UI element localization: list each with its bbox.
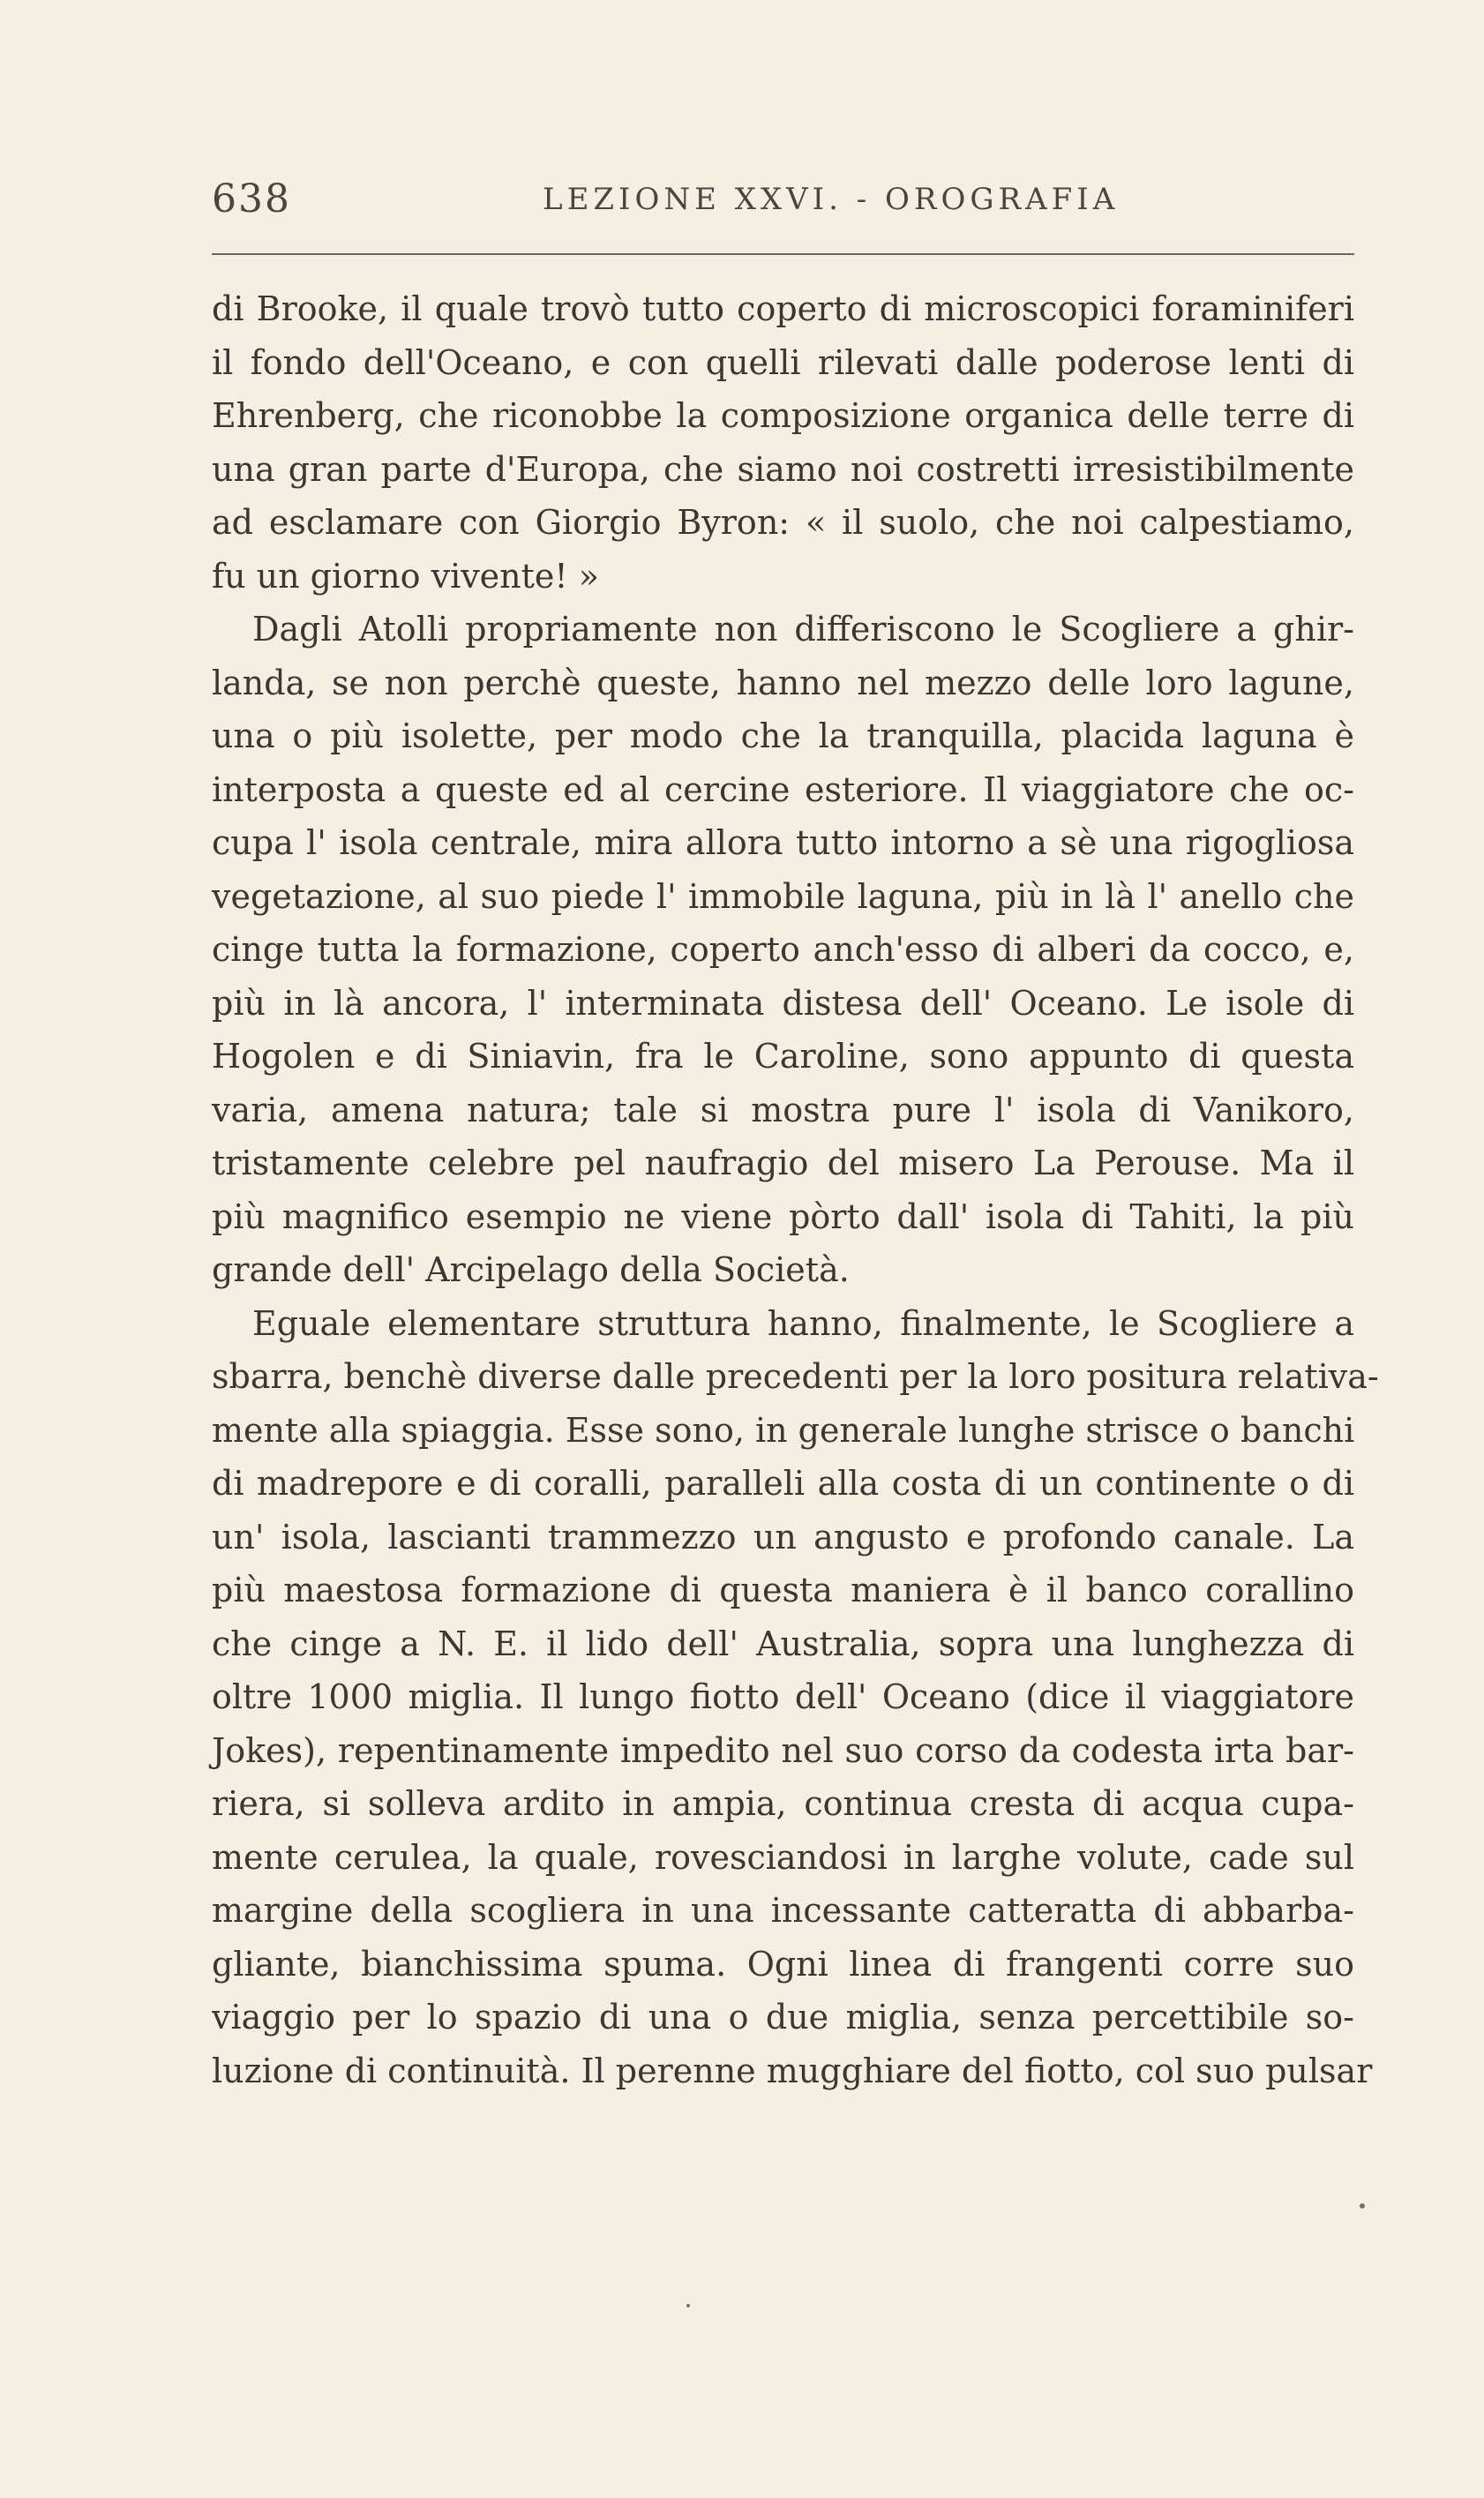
text-line: cinge tutta la formazione, coperto anch'esso di alberi da cocco, e, bbox=[212, 930, 1354, 969]
text-line: Jokes), repentinamente impedito nel suo corso da codesta irta bar- bbox=[212, 1730, 1354, 1770]
text-line: il fondo dell'Oceano, e con quelli rilevati dalle poderose lenti di bbox=[212, 342, 1354, 382]
text-line: di madrepore e di coralli, paralleli alla costa di un continente o di bbox=[212, 1464, 1354, 1503]
text-line: interposta a queste ed al cercine esteriore. Il viaggiatore che oc- bbox=[212, 769, 1354, 809]
text-line: vegetazione, al suo piede l' immobile laguna, più in là l' anello che bbox=[212, 876, 1354, 916]
text-line: più in là ancora, l' interminata distesa dell' Oceano. Le isole di bbox=[212, 983, 1354, 1023]
paper-speck bbox=[686, 2304, 690, 2307]
page-header bbox=[212, 176, 1359, 229]
running-head: LEZIONE XXVI. - OROGRAFIA bbox=[543, 182, 1120, 217]
text-line: più magnifico esempio ne viene pòrto dall' isola di Tahiti, la più bbox=[212, 1196, 1354, 1236]
text-line: landa, se non perchè queste, hanno nel mezzo delle loro lagune, bbox=[212, 663, 1354, 702]
text-line: gliante, bianchissima spuma. Ogni linea di frangenti corre suo bbox=[212, 1944, 1354, 1984]
text-line: mente cerulea, la quale, rovesciandosi in larghe volute, cade sul bbox=[212, 1837, 1354, 1877]
text-line: ad esclamare con Giorgio Byron: « il suolo, che noi calpestiamo, bbox=[212, 503, 1354, 542]
text-line: Ehrenberg, che riconobbe la composizione organica delle terre di bbox=[212, 396, 1354, 435]
text-line: sbarra, benchè diverse dalle precedenti per la loro positura relativa- bbox=[212, 1357, 1379, 1396]
text-line: di Brooke, il quale trovò tutto coperto di microscopici foraminiferi bbox=[212, 289, 1354, 328]
text-line: luzione di continuità. Il perenne mugghiare del fiotto, col suo pulsar bbox=[212, 2051, 1373, 2090]
text-line: tristamente celebre pel naufragio del misero La Perouse. Ma il bbox=[212, 1144, 1354, 1182]
header-rule bbox=[212, 253, 1354, 255]
text-line: mente alla spiaggia. Esse sono, in generale lunghe strisce o banchi bbox=[212, 1410, 1355, 1450]
text-line: Dagli Atolli propriamente non differiscono le Scogliere a ghir- bbox=[252, 610, 1354, 649]
text-line: una o più isolette, per modo che la tranquilla, placida laguna è bbox=[212, 716, 1354, 755]
body-text bbox=[212, 282, 1379, 2097]
text-line: riera, si solleva ardito in ampia, continua cresta di acqua cupa- bbox=[212, 1784, 1354, 1823]
page-number: 638 bbox=[212, 176, 291, 221]
text-line: viaggio per lo spazio di una o due miglia, senza percettibile so- bbox=[212, 1998, 1354, 2037]
text-line: varia, amena natura; tale si mostra pure l' isola di Vanikoro, bbox=[212, 1090, 1354, 1129]
text-line: cupa l' isola centrale, mira allora tutto intorno a sè una rigogliosa bbox=[212, 823, 1354, 862]
text-line: fu un giorno vivente! » bbox=[212, 556, 600, 596]
text-line: margine della scogliera in una incessante catteratta di abbarba- bbox=[212, 1891, 1354, 1930]
text-line: grande dell' Arcipelago della Società. bbox=[212, 1250, 850, 1289]
text-line: Eguale elementare struttura hanno, finalmente, le Scogliere a bbox=[252, 1303, 1354, 1343]
text-line: che cinge a N. E. il lido dell' Australia, sopra una lunghezza di bbox=[212, 1624, 1354, 1663]
text-line: un' isola, lascianti trammezzo un angusto e profondo canale. La bbox=[212, 1517, 1354, 1557]
paper-speck bbox=[1360, 2203, 1365, 2209]
text-line: una gran parte d'Europa, che siamo noi costretti irresistibilmente bbox=[212, 449, 1354, 489]
text-line: oltre 1000 miglia. Il lungo fiotto dell' Oceano (dice il viaggiatore bbox=[212, 1677, 1354, 1716]
text-line: più maestosa formazione di questa maniera è il banco corallino bbox=[212, 1571, 1354, 1609]
text-line: Hogolen e di Siniavin, fra le Caroline, sono appunto di questa bbox=[212, 1037, 1354, 1076]
